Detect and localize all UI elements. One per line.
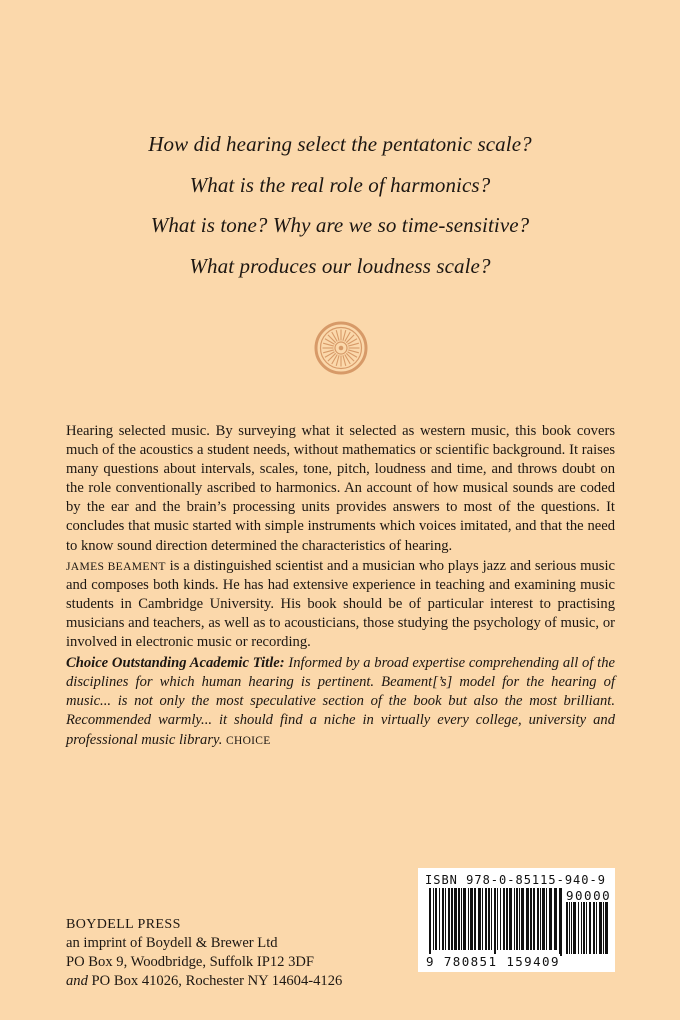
author-paragraph [66, 557, 615, 652]
description-block [66, 422, 615, 751]
review-paragraph [66, 654, 615, 750]
barcode-bar [581, 902, 582, 954]
barcode-bar [537, 888, 539, 950]
question-list [0, 124, 680, 286]
barcode-bar [526, 888, 529, 950]
publisher-line-text: PO Box 41026, Rochester NY 14604-4126 [87, 973, 343, 989]
review-title: Choice Outstanding Academic Title: [66, 655, 285, 672]
question-line: What produces our loudness scale? [189, 253, 491, 278]
publisher-line-prefix: and [66, 973, 88, 989]
emblem-spoke [323, 343, 334, 346]
barcode-bar [571, 902, 572, 954]
barcode-bar [549, 888, 552, 950]
barcode-bar [451, 888, 453, 950]
barcode-bar [530, 888, 532, 950]
barcode-bar [478, 888, 481, 950]
isbn-number: ISBN 978-0-85115-940-9 [425, 873, 606, 887]
emblem-spoke [336, 355, 339, 366]
author-name: JAMES BEAMENT [66, 559, 166, 573]
question-line: What is tone? Why are we so time-sensitive? [150, 213, 530, 237]
review-source: CHOICE [226, 734, 271, 747]
publisher-line [66, 972, 342, 991]
barcode-bar [583, 902, 585, 954]
emblem-spoke [343, 355, 346, 366]
barcode-bar [514, 888, 515, 950]
author-bio: is a distinguished scientist and a musician who plays jazz and serious music and composes both kinds. He has had extensive experience in teaching and examining music students in Cambridge University. His book should be of particular interest to practising musicians and teachers, as well as to acousticians, those studying the psychology of music, or involved in electronic music or recording. [66, 557, 615, 651]
addon-number: 90000 [566, 888, 612, 903]
barcode-bar [589, 902, 591, 954]
barcode-bar [435, 888, 437, 950]
barcode-bar [491, 888, 492, 950]
publisher-line: an imprint of Boydell & Brewer Ltd [66, 935, 278, 951]
barcode-bar [485, 888, 487, 950]
question-line: What is the real role of harmonics? [189, 172, 491, 197]
barcode-bar [506, 888, 508, 950]
barcode-bar [503, 888, 505, 950]
barcode-bar [605, 902, 608, 954]
review-text: Informed by a broad expertise comprehending all of the disciplines for which human hearing is pertinent. Beament[’s] model for the hearing of music... is not only the most speculative section of the book but also the most brilliant. Recommended warmly... it should find a niche in virtually every college, university and professional music library. [66, 655, 615, 748]
barcode-bar [463, 888, 466, 950]
ean-number: 9 780851 159409 [426, 954, 560, 969]
barcode-bar [445, 888, 446, 950]
barcode-bar [533, 888, 535, 950]
barcode-bar [500, 888, 501, 950]
barcode-bar [559, 888, 562, 956]
emblem-spoke [348, 343, 359, 346]
barcode-bar [586, 902, 587, 954]
barcode-bar [566, 902, 568, 954]
barcode-bar [442, 888, 444, 950]
barcode-bar [554, 888, 557, 950]
barcode-bar [474, 888, 476, 950]
barcode-bar [468, 888, 469, 950]
barcode-bar [593, 902, 595, 954]
barcode-bar [521, 888, 524, 950]
barcode-bar [482, 888, 483, 950]
barcode-bar [433, 888, 434, 950]
barcode-bar [461, 888, 462, 950]
barcode-bar [509, 888, 512, 950]
barcode-bar [540, 888, 541, 950]
summary-paragraph: Hearing selected music. By surveying what it selected as western music, this book covers much of the acoustics a student needs, without mathematics or scientific background. It raises many questions about intervals, scales, tone, pitch, loudness and time, and throws doubt on the role conventionally ascribed to harmonics. An account of how musical sounds are coded by the ear and the brain’s processing units provides answers to most of the questions. It concludes that music started with simple instruments which voices imitated, and that the need to know sound direction determined the characteristics of hearing. [66, 423, 615, 554]
barcode-bar [596, 902, 597, 954]
barcode-bar [429, 888, 431, 956]
barcode-bar [497, 888, 498, 950]
barcode [418, 868, 615, 972]
barcode-bar [458, 888, 460, 950]
barcode-bar [516, 888, 518, 950]
barcode-bar [519, 888, 520, 950]
emblem-spoke [323, 350, 334, 353]
barcode-bar [454, 888, 457, 950]
barcode-bar [448, 888, 450, 950]
publisher-line: PO Box 9, Woodbridge, Suffolk IP12 3DF [66, 954, 315, 970]
barcode-bar [488, 888, 490, 950]
emblem-spoke [336, 330, 339, 341]
emblem-spoke [348, 350, 359, 353]
barcode-bar [603, 902, 604, 954]
barcode-bar [494, 888, 496, 956]
barcode-bar [470, 888, 473, 950]
publisher-address [66, 915, 342, 991]
barcode-bar [569, 902, 570, 954]
emblem-spoke [343, 330, 346, 341]
barcode-bar [599, 902, 602, 954]
barcode-bar [573, 902, 576, 954]
question-line: How did hearing select the pentatonic scale? [148, 132, 532, 156]
publisher-name: BOYDELL PRESS [66, 917, 181, 932]
barcode-bar [542, 888, 545, 950]
barcode-bar [439, 888, 440, 950]
barcode-bar [546, 888, 547, 950]
publisher-emblem-icon [313, 320, 369, 376]
barcode-bar [578, 902, 579, 954]
